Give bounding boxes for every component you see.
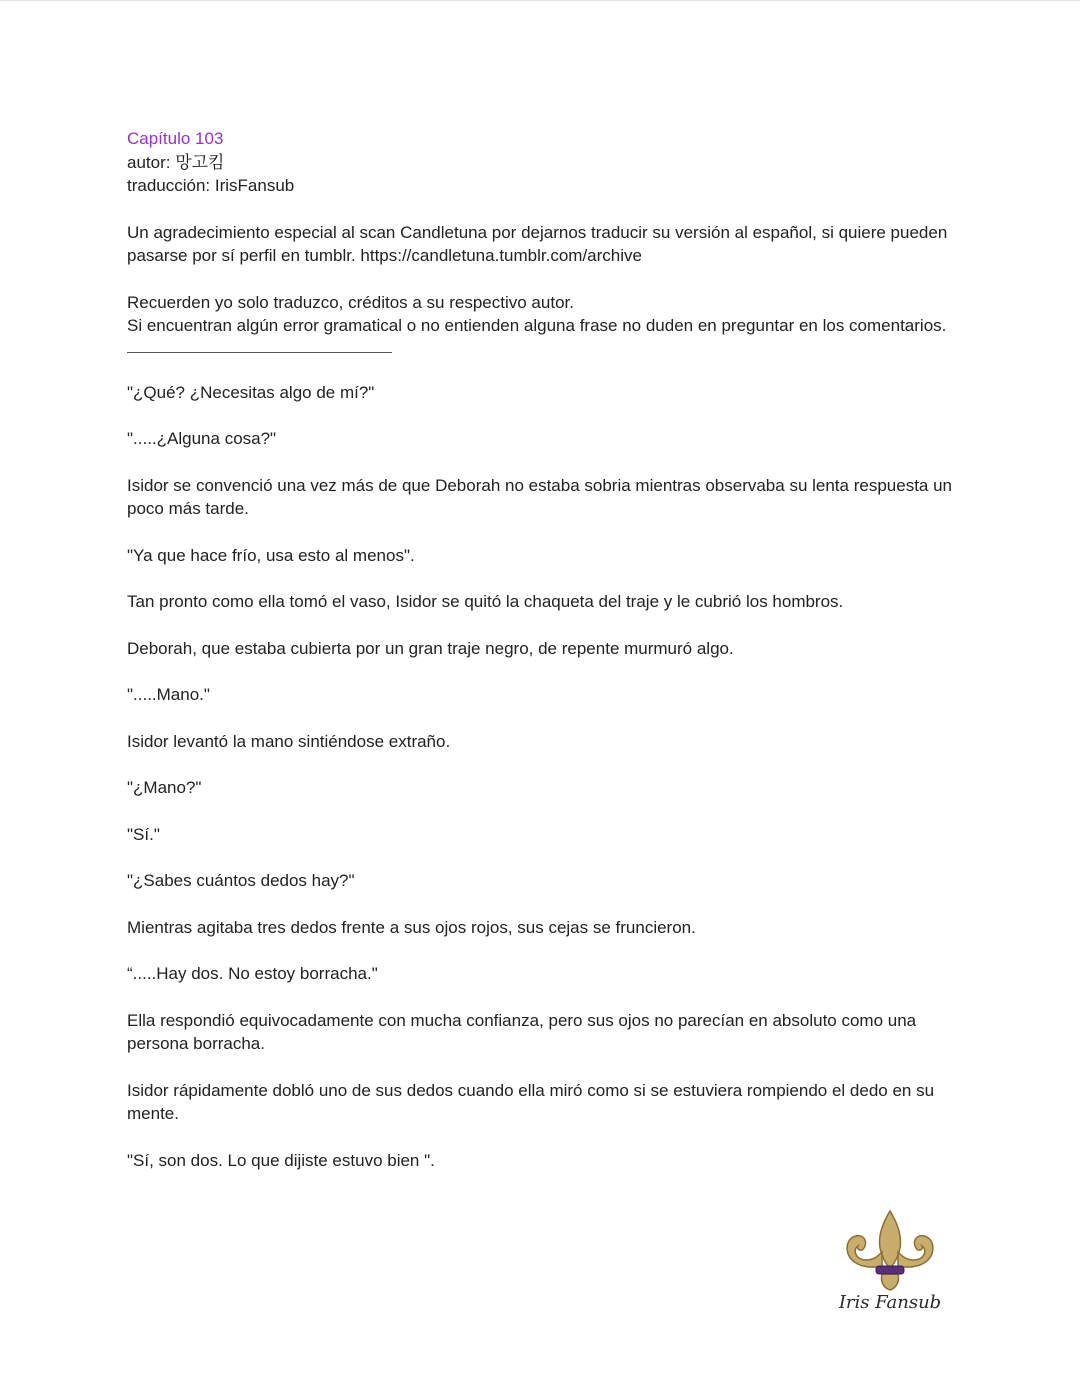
story-paragraph: Ella respondió equivocadamente con mucha confianza, pero sus ojos no parecían en absoluto como una persona borracha.	[127, 1010, 917, 1053]
story-paragraph: "¿Qué? ¿Necesitas algo de mí?"	[127, 382, 375, 402]
thanks-paragraph: Un agradecimiento especial al scan Candletuna por dejarnos traducir su versión al español, si quiere pueden pasarse por sí perfil en tumblr. https://candletuna.tumblr.com/archive	[127, 222, 948, 265]
page-top-border	[0, 0, 1080, 1]
section-divider	[127, 352, 392, 353]
story-paragraph: Mientras agitaba tres dedos frente a sus ojos rojos, sus cejas se fruncieron.	[127, 917, 696, 937]
chapter-title: Capítulo 103	[127, 129, 224, 148]
story-paragraph: Tan pronto como ella tomó el vaso, Isidor se quitó la chaqueta del traje y le cubrió los hombros.	[127, 592, 844, 611]
logo-text: Iris Fansub	[838, 1292, 942, 1313]
story-paragraph: "Ya que hace frío, usa esto al menos".	[127, 545, 415, 565]
errors-line: Si encuentran algún error gramatical o no entienden alguna frase no duden en preguntar en los comentarios.	[127, 316, 947, 335]
story-paragraph: "¿Sabes cuántos dedos hay?"	[127, 871, 355, 890]
story-paragraph: ".....Mano."	[127, 685, 210, 704]
iris-fansub-logo	[838, 1208, 942, 1320]
story-paragraph: Isidor levantó la mano sintiéndose extraño.	[127, 731, 451, 751]
story-paragraph: Deborah, que estaba cubierta por un gran traje negro, de repente murmuró algo.	[127, 638, 734, 658]
translation-line: traducción: IrisFansub	[127, 176, 295, 195]
story-paragraph: ".....¿Alguna cosa?"	[127, 429, 277, 448]
document-body	[127, 127, 957, 1195]
story-paragraph: “.....Hay dos. No estoy borracha."	[127, 964, 378, 983]
author-line: autor: 망고킴	[127, 152, 225, 172]
story-paragraph: "Sí, son dos. Lo que dijiste estuvo bien ".	[127, 1150, 435, 1170]
story-paragraph: "Sí."	[127, 824, 160, 844]
story-paragraph: Isidor rápidamente dobló uno de sus dedos cuando ella miró como si se estuviera rompiendo el dedo en su mente.	[127, 1080, 935, 1123]
story-paragraph: Isidor se convenció una vez más de que Deborah no estaba sobria mientras observaba su lenta respuesta un poco más tarde.	[127, 475, 952, 518]
fleur-de-lis-icon	[838, 1208, 942, 1292]
reminder-line: Recuerden yo solo traduzco, créditos a su respectivo autor.	[127, 292, 574, 312]
story-paragraph: "¿Mano?"	[127, 778, 202, 797]
